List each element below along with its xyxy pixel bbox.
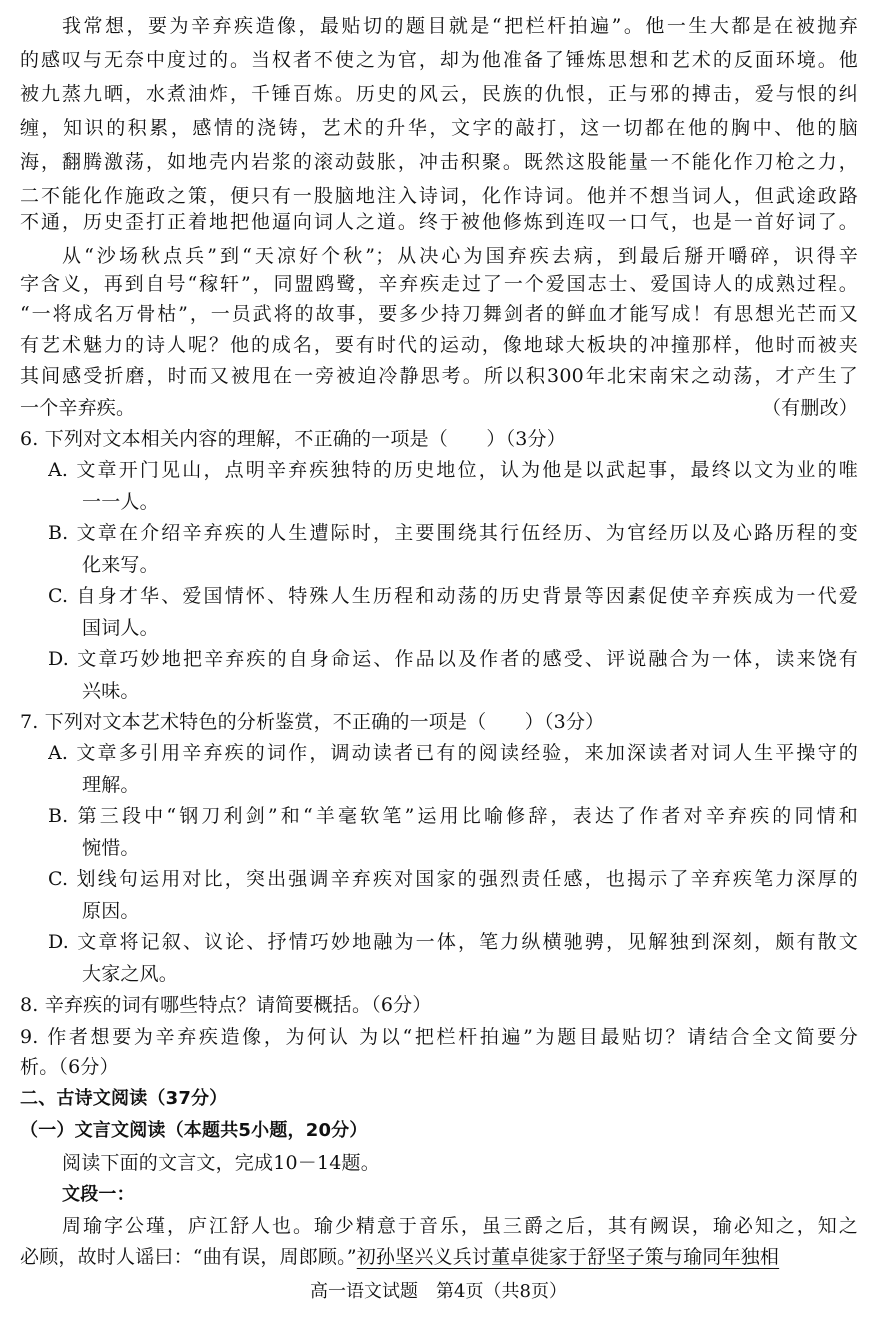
q6-option-d: D. 文章巧妙地把辛弃疾的自身命运、作品以及作者的感受、评说融合为一体，读来饶有 [48, 648, 858, 670]
passage-line: 缠，知识的积累，感情的浇铸，艺术的升华，文字的敲打，这一切都在他的胸中、他的脑 [20, 117, 858, 139]
q6-option-b: B. 文章在介绍辛弃疾的人生遭际时，主要围绕其行伍经历、为官经历以及心路历程的变 [48, 522, 858, 544]
q6-option-a: A. 文章开门见山，点明辛弃疾独特的历史地位，认为他是以武起事，最终以文为业的唯 [48, 459, 858, 481]
page-footer: 高一语文试题 第4页（共8页） [310, 1281, 567, 1302]
source-note: （有删改） [761, 397, 858, 419]
q7-option-b-cont: 惋惜。 [82, 837, 140, 859]
underlined-sentence: 初孙坚兴义兵讨董卓徙家于舒坚子策与瑜同年独相 [356, 1246, 780, 1268]
classical-text-line: 周瑜字公瑾，庐江舒人也。瑜少精意于音乐，虽三爵之后，其有阙误，瑜必知之，知之 [62, 1215, 858, 1237]
classical-text-line-2 [20, 1245, 858, 1269]
passage-line: “一将成名万骨枯”，一员武将的故事，要多少持刀舞剑者的鲜血才能写成！有思想光芒而又 [20, 303, 858, 325]
question-9-cont: 析。（6分） [20, 1056, 119, 1078]
question-7-stem: 7. 下列对文本艺术特色的分析鉴赏，不正确的一项是（ ）（3分） [20, 711, 605, 733]
passage-line: 从“沙场秋点兵”到“天凉好个秋”；从决心为国弃疾去病，到最后掰开嚼碎，识得辛 [62, 245, 858, 267]
section-title: 二、古诗文阅读（37分） [20, 1088, 228, 1109]
passage-line: 海，翻腾激荡，如地壳内岩浆的滚动鼓胀，冲击积聚。既然这股能量一不能化作刀枪之力， [20, 151, 858, 173]
q7-option-b: B. 第三段中“钢刀利剑”和“羊毫软笔”运用比喻修辞，表达了作者对辛弃疾的同情和 [48, 805, 858, 827]
subsection-title: （一）文言文阅读（本题共5小题，20分） [20, 1120, 368, 1141]
question-8: 8. 辛弃疾的词有哪些特点？请简要概括。（6分） [20, 994, 432, 1016]
passage-line: 的感叹与无奈中度过的。当权者不使之为官，却为他准备了锤炼思想和艺术的反面环境。他 [20, 49, 858, 71]
passage-line: 我常想，要为辛弃疾造像，最贴切的题目就是“把栏杆拍遍”。他一生大都是在被抛弃 [62, 15, 858, 37]
q6-option-b-cont: 化来写。 [82, 554, 159, 576]
passage-line: 字含义，再到自号“稼轩”，同盟鸥鹭，辛弃疾走过了一个爱国志士、爱国诗人的成熟过程。 [20, 273, 858, 295]
q7-option-c: C. 划线句运用对比，突出强调辛弃疾对国家的强烈责任感，也揭示了辛弃疾笔力深厚的 [48, 868, 858, 890]
q7-option-d-cont: 大家之风。 [82, 963, 179, 985]
passage-line: 二不能化作施政之策，便只有一股脑地注入诗词，化作诗词。他并不想当词人，但武途政路 [20, 185, 858, 207]
q7-option-a: A. 文章多引用辛弃疾的词作，调动读者已有的阅读经验，来加深读者对词人生平操守的 [48, 742, 858, 764]
q6-option-d-cont: 兴味。 [82, 680, 140, 702]
passage-line: 有艺术魅力的诗人呢？他的成名，要有时代的运动，像地球大板块的冲撞那样，他时而被夹 [20, 334, 858, 356]
q7-option-c-cont: 原因。 [82, 900, 140, 922]
q7-option-d: D. 文章将记叙、议论、抒情巧妙地融为一体，笔力纵横驰骋，见解独到深刻，颇有散文 [48, 931, 858, 953]
passage-line: 其间感受折磨，时而又被甩在一旁被迫冷静思考。所以积300年北宋南宋之动荡，才产生了 [20, 365, 858, 387]
question-6-stem: 6. 下列对文本相关内容的理解，不正确的一项是（ ）（3分） [20, 428, 566, 450]
passage-line: 不通，历史歪打正着地把他逼向词人之道。终于被他修炼到连叹一口气，也是一首好词了。 [20, 211, 858, 233]
passage-line: 被九蒸九晒，水煮油炸，千锤百炼。历史的风云，民族的仇恨，正与邪的搏击，爱与恨的纠 [20, 83, 858, 105]
q6-option-c: C. 自身才华、爱国情怀、特殊人生历程和动荡的历史背景等因素促使辛弃疾成为一代爱 [48, 585, 858, 607]
question-9: 9. 作者想要为辛弃疾造像，为何认 为以“把栏杆拍遍”为题目最贴切？请结合全文简要分 [20, 1026, 858, 1048]
instruction: 阅读下面的文言文，完成10－14题。 [62, 1152, 380, 1174]
q6-option-a-cont: 一一人。 [82, 491, 159, 513]
q6-option-c-cont: 国词人。 [82, 617, 159, 639]
paragraph-label: 文段一： [62, 1184, 135, 1205]
passage-last-line [20, 396, 858, 420]
classical-text-plain: 必顾，故时人谣曰：“曲有误，周郎顾。” [20, 1246, 357, 1268]
passage-line: 一个辛弃疾。 [20, 397, 136, 419]
q7-option-a-cont: 理解。 [82, 774, 140, 796]
